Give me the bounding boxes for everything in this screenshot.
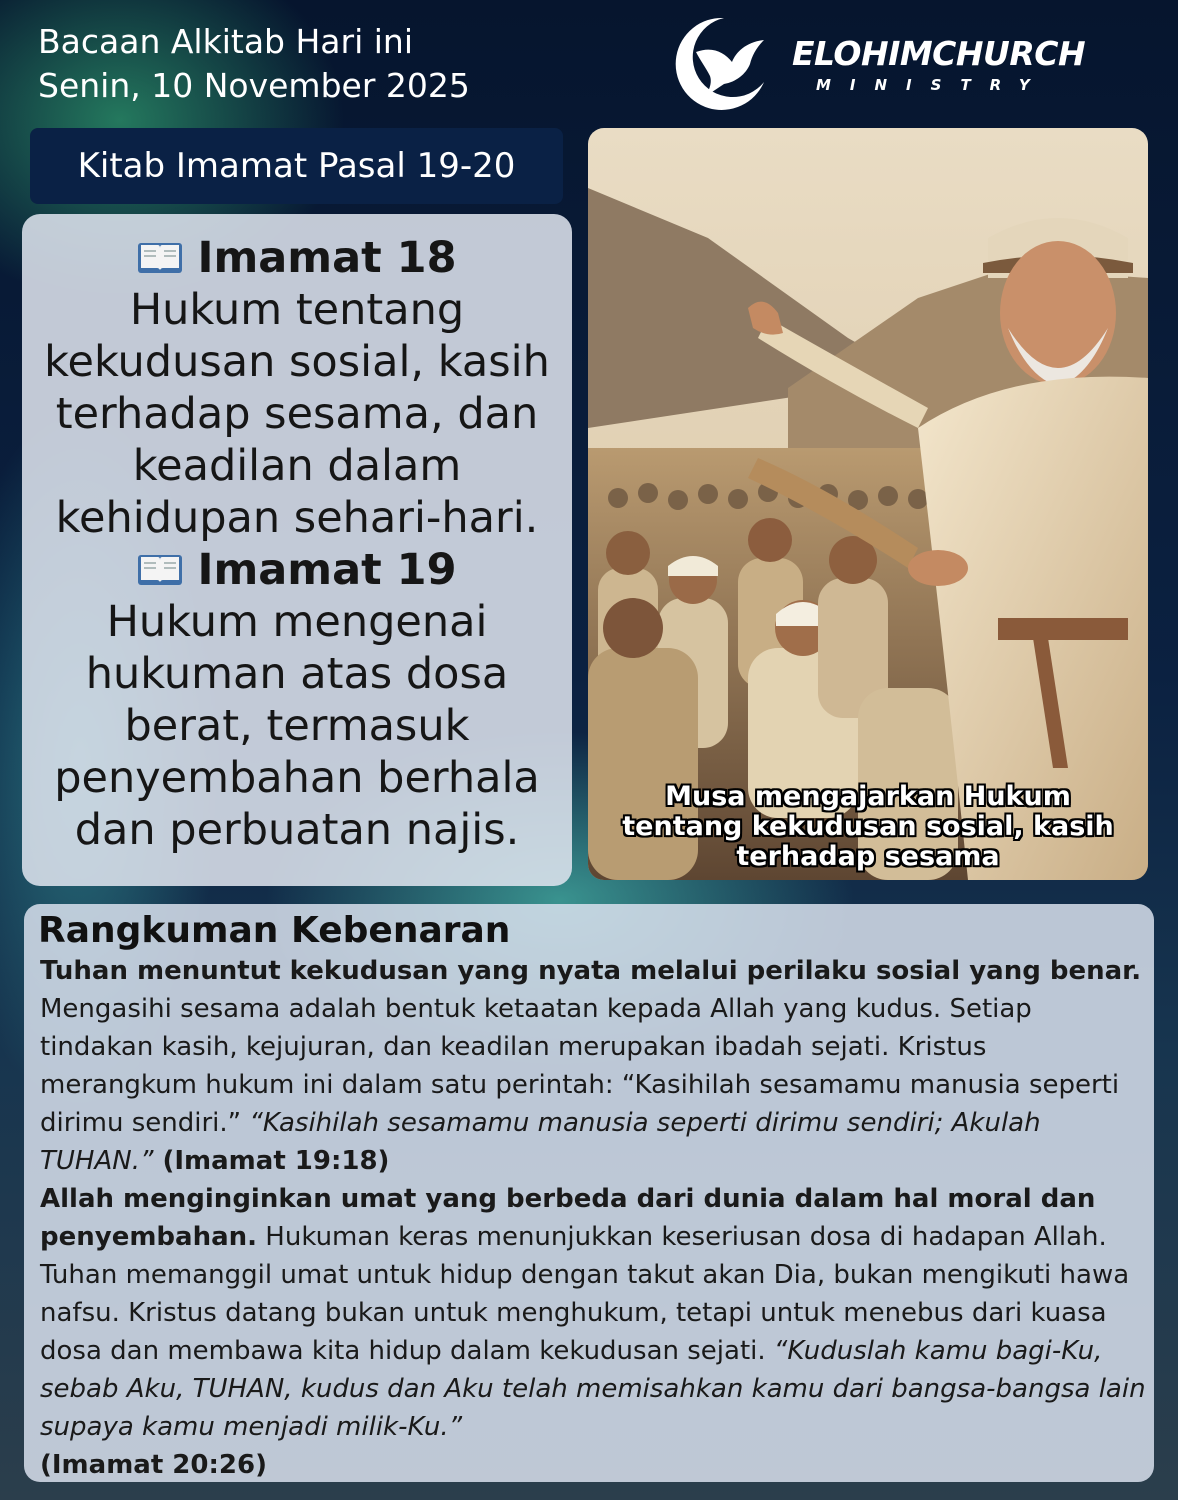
illustration-scene: [588, 128, 1148, 880]
image-caption: Musa mengajarkan Hukum tentang kekudusan sosial, kasih terhadap sesama: [622, 781, 1114, 872]
chapter-section: [22, 232, 572, 544]
open-book-icon: [137, 240, 183, 274]
dove-crescent-icon: [666, 12, 770, 116]
truth-paragraph-1-quote: “Kasihilah sesamamu manusia seperti dirimu sendiri; Akulah TUHAN.”: [40, 1108, 1041, 1176]
chapter-title-text: Imamat 18: [197, 233, 457, 283]
chapter-description: Hukum mengenai hukuman atas dosa berat, termasuk penyembahan berhala dan perbuatan najis.: [54, 597, 540, 855]
truth-paragraph-1-ref: (Imamat 19:18): [153, 1146, 390, 1176]
chapter-summary-card: [22, 214, 572, 886]
church-logo: [666, 12, 1096, 118]
chapter-title: [22, 544, 572, 596]
chapter-description: Hukum tentang kekudusan sosial, kasih terhadap sesama, dan keadilan dalam kehidupan sehari-hari.: [44, 285, 550, 543]
truth-body: [40, 952, 1148, 1484]
illustration-image: [588, 128, 1148, 880]
book-label: Kitab Imamat Pasal 19-20: [30, 128, 563, 204]
truth-title: Rangkuman Kebenaran: [38, 910, 511, 951]
header-date-text: Senin, 10 November 2025: [38, 66, 470, 105]
header-date: [38, 20, 558, 108]
chapter-title: [22, 232, 572, 284]
chapter-section: [22, 544, 572, 856]
chapter-title-text: Imamat 19: [197, 545, 457, 595]
logo-name: ELOHIMCHURCH: [792, 34, 1086, 73]
open-book-icon: [137, 552, 183, 586]
header-title: Bacaan Alkitab Hari ini: [38, 22, 413, 61]
truth-paragraph-2-text: Hukuman keras menunjukkan keseriusan dosa di hadapan Allah. Tuhan memanggil umat untuk hidup dengan takut akan Dia, bukan mengikuti hawa nafsu. Kristus datang bukan untuk menghukum, tetapi untuk menebus dari kuasa dosa dan membawa kita hidup dalam kekudusan sejati.: [40, 1222, 1130, 1366]
truth-paragraph-2-bold: Allah menginginkan umat yang berbeda dari dunia dalam hal moral dan penyembahan.: [40, 1184, 1096, 1252]
truth-paragraph-1: [40, 952, 1148, 1180]
truth-paragraph-1-text: Mengasihi sesama adalah bentuk ketaatan kepada Allah yang kudus. Setiap tindakan kasih, kejujuran, dan keadilan merupakan ibadah sejati. Kristus merangkum hukum ini dalam satu perintah: “Kasihilah sesamamu manusia seperti dirimu sendiri.”: [40, 994, 1120, 1138]
logo-subtitle: MINISTRY: [816, 76, 1049, 94]
truth-paragraph-1-bold: Tuhan menuntut kekudusan yang nyata melalui perilaku sosial yang benar.: [40, 956, 1142, 986]
truth-paragraph-2: [40, 1180, 1148, 1484]
truth-paragraph-2-quote: “Kuduslah kamu bagi-Ku, sebab Aku, TUHAN, kudus dan Aku telah memisahkan kamu dari bangsa-bangsa lain supaya kamu menjadi milik-Ku.”: [40, 1336, 1146, 1442]
truth-summary-card: [24, 904, 1154, 1482]
truth-paragraph-2-ref: (Imamat 20:26): [40, 1450, 267, 1480]
